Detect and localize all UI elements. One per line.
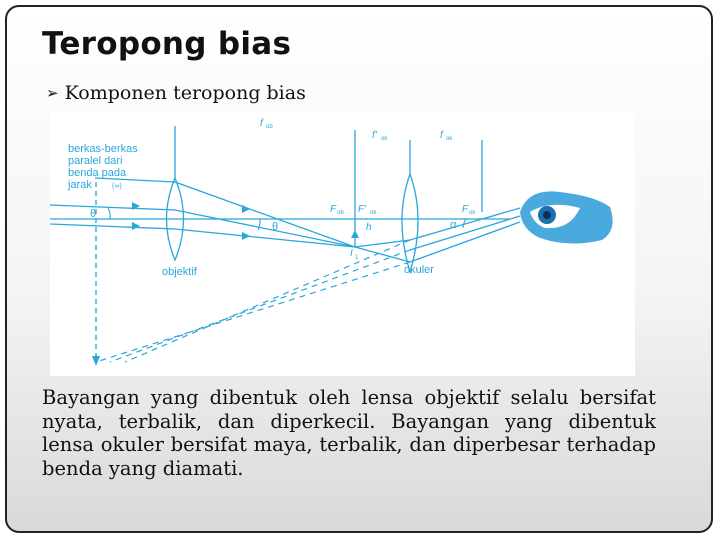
F-ok-prime-sub: ok — [370, 210, 377, 216]
eye-icon — [520, 191, 613, 243]
explanation-text: Bayangan yang dibentuk oleh lensa objektif selalu bersifat nyata, terbalik, dan diperkecil. Bayangan yang dibentuk lensa okuler bersifat maya, terbalik, dan diperbesar terhadap benda yang diamati. — [42, 386, 656, 480]
telescope-diagram — [50, 112, 635, 376]
F-ok-sub: ok — [469, 210, 476, 216]
refracted-ray-3 — [175, 210, 355, 247]
theta-mid-label: θ — [272, 221, 279, 233]
alpha-label: α — [450, 219, 457, 231]
ocular-label: okuler — [404, 264, 434, 276]
image-up-arrowhead — [351, 230, 359, 238]
to-ocular-ray-1 — [355, 247, 410, 262]
ocular-lens — [402, 174, 418, 272]
telescope-diagram-svg — [50, 112, 635, 376]
slide-title: Teropong bias — [42, 26, 292, 62]
ray-arrowhead-2 — [132, 222, 140, 230]
refracted-ray-2 — [175, 229, 355, 247]
f-ob-label: f — [260, 118, 263, 129]
F-ob-sub: ob — [337, 210, 344, 216]
f-ok-sub: ok — [446, 136, 453, 142]
refracted-ray-1 — [175, 182, 355, 247]
rays-label-2: paralel dari — [68, 155, 123, 167]
bullet-item — [46, 82, 306, 104]
f-ok-label: f — [440, 130, 443, 141]
virtual-ray-2 — [110, 250, 410, 362]
ray-arrowhead-3 — [242, 205, 250, 213]
rays-label-1: berkas-berkas — [68, 143, 138, 155]
virtual-ray-3 — [125, 240, 410, 362]
image-label-sub: 1 — [355, 255, 359, 261]
theta-mid-arc — [258, 219, 260, 230]
f-ok-prime-sub: ok — [381, 136, 388, 142]
infinity-mark: (∞) — [112, 183, 122, 190]
ray-arrowhead-4 — [242, 232, 250, 240]
bullet-text: Komponen teropong bias — [64, 82, 306, 104]
arrow-bullet-icon: ➢ — [46, 84, 59, 102]
incoming-ray-2 — [50, 224, 175, 229]
virtual-ray-1 — [96, 262, 410, 362]
F-ok-label: F — [462, 204, 469, 215]
F-ok-prime-label: F' — [358, 204, 367, 215]
theta-left-label: θ — [90, 208, 97, 220]
objective-label: objektif — [162, 266, 197, 278]
rays-label-4: jarak — [68, 179, 92, 191]
h-label: h — [366, 222, 372, 233]
emerging-ray-1 — [410, 222, 520, 262]
to-ocular-ray-2 — [355, 240, 410, 247]
f-ob-sub: ob — [266, 124, 273, 130]
F-ob-label: F — [330, 204, 337, 215]
theta-left-arc — [108, 208, 110, 219]
image-label: I — [350, 248, 353, 259]
incoming-ray-1 — [50, 205, 175, 210]
image-arrowhead — [92, 356, 100, 366]
rays-label-3: benda pada — [68, 167, 127, 179]
f-ok-prime-label: f' — [372, 130, 377, 141]
